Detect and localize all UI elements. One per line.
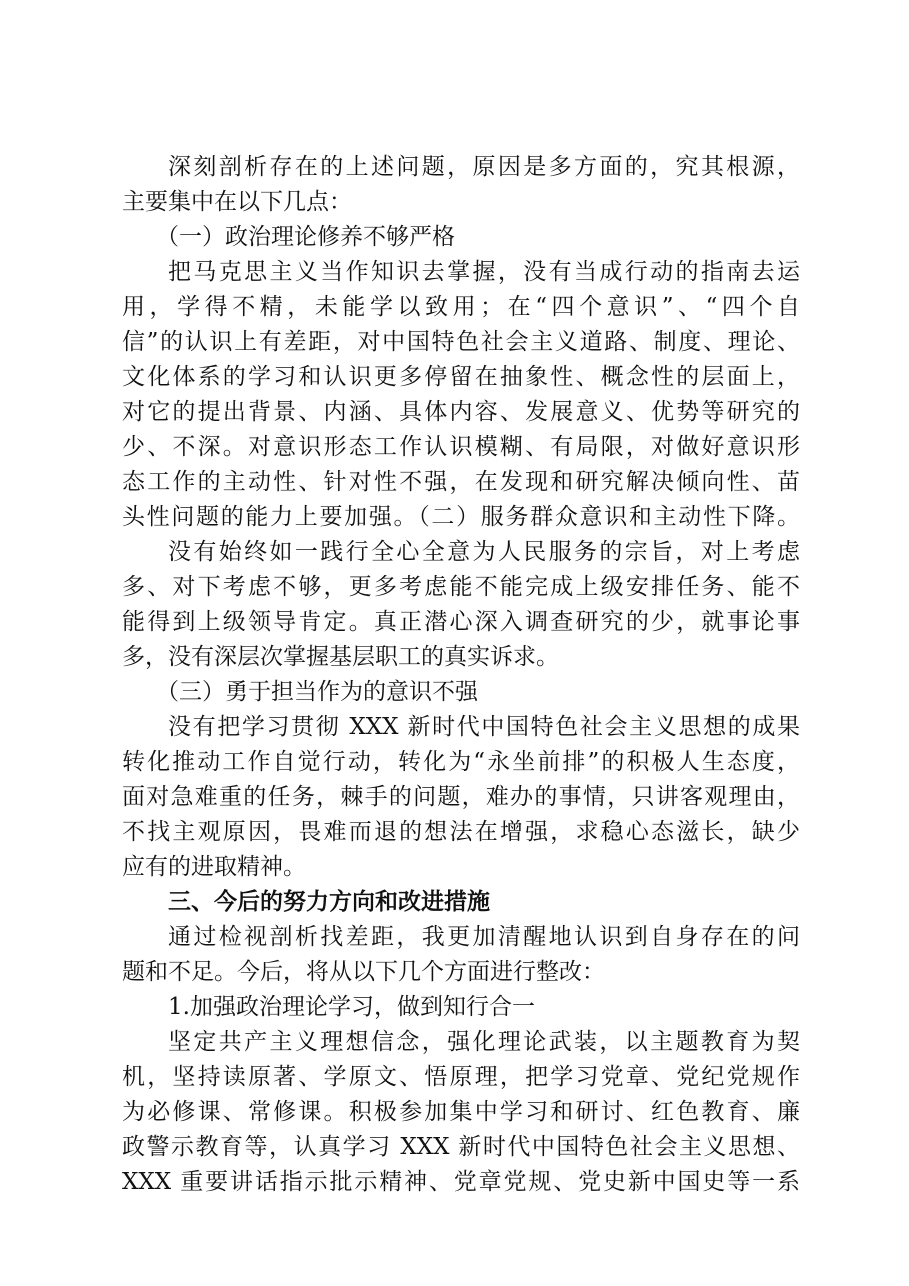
section-heading: （一）政治理论修养不够严格 [156, 224, 455, 250]
paragraph-line: 应有的进取精神。 [122, 854, 306, 880]
paragraph-line: 少、不深。对意识形态工作认识模糊、有局限，对做好意识形 [122, 434, 800, 460]
paragraph-line: 多，没有深层次掌握基层职工的真实诉求。 [122, 644, 559, 670]
paragraph-line: 通过检视剖析找差距，我更加清醒地认识到自身存在的问 [168, 924, 800, 950]
section-heading: （三）勇于担当作为的意识不强 [156, 679, 478, 705]
paragraph-line: 对它的提出背景、内涵、具体内容、发展意义、优势等研究的 [122, 399, 800, 425]
paragraph-line: 机，坚持读原著、学原文、悟原理，把学习党章、党纪党规作 [122, 1064, 800, 1090]
paragraph-line: XXX 重要讲话指示批示精神、党章党规、党史新中国史等一系 [122, 1169, 800, 1195]
paragraph-line: 主要集中在以下几点： [122, 189, 352, 215]
paragraph-line: 深刻剖析存在的上述问题，原因是多方面的，究其根源， [168, 154, 800, 180]
paragraph-line: 不找主观原因，畏难而退的想法在增强，求稳心态滋长，缺少 [122, 819, 800, 845]
paragraph-line: 把马克思主义当作知识去掌握，没有当成行动的指南去运 [168, 259, 800, 285]
paragraph-line: 头性问题的能力上要加强。（二）服务群众意识和主动性下降。 [122, 504, 800, 530]
chapter-heading: 三、今后的努力方向和改进措施 [168, 889, 490, 915]
paragraph-line: 没有把学习贯彻 XXX 新时代中国特色社会主义思想的成果 [168, 714, 800, 740]
paragraph-line: 没有始终如一践行全心全意为人民服务的宗旨，对上考虑 [168, 539, 800, 565]
paragraph-line: 政警示教育等，认真学习 XXX 新时代中国特色社会主义思想、 [122, 1134, 800, 1160]
paragraph-line: 为必修课、常修课。积极参加集中学习和研讨、红色教育、廉 [122, 1099, 800, 1125]
paragraph-line: 能得到上级领导肯定。真正潜心深入调查研究的少，就事论事 [122, 609, 800, 635]
subsection-heading: 1.加强政治理论学习，做到知行合一 [168, 994, 535, 1020]
paragraph-line: 面对急难重的任务，棘手的问题，难办的事情，只讲客观理由， [122, 784, 800, 810]
paragraph-line: 用，学得不精，未能学以致用；在“四个意识”、“四个自 [122, 294, 800, 320]
paragraph-line: 文化体系的学习和认识更多停留在抽象性、概念性的层面上， [122, 364, 800, 390]
paragraph-line: 信”的认识上有差距，对中国特色社会主义道路、制度、理论、 [122, 329, 800, 355]
document-body [122, 150, 800, 1200]
paragraph-line: 多、对下考虑不够，更多考虑能不能完成上级安排任务、能不 [122, 574, 800, 600]
paragraph-line: 坚定共产主义理想信念，强化理论武装，以主题教育为契 [168, 1029, 800, 1055]
paragraph-line: 态工作的主动性、针对性不强，在发现和研究解决倾向性、苗 [122, 469, 800, 495]
paragraph-line: 转化推动工作自觉行动，转化为“永坐前排”的积极人生态度， [122, 749, 800, 775]
paragraph-line: 题和不足。今后，将从以下几个方面进行整改： [122, 959, 605, 985]
